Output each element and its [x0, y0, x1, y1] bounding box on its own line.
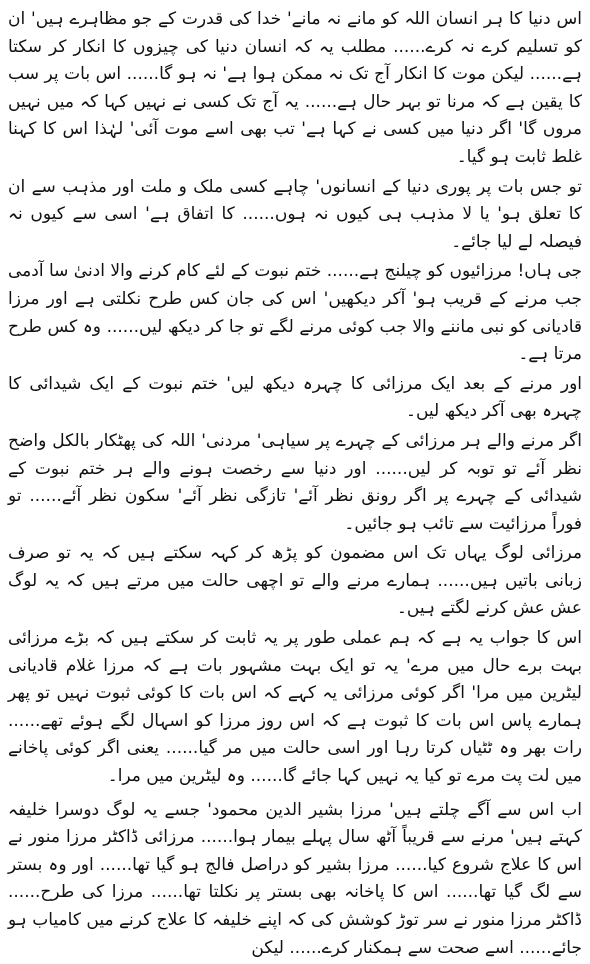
urdu-text-body [8, 6, 582, 964]
paragraph-5: اگر مرنے والے ہر مرزائی کے چہرے پر سیاہی' مردنی' اللہ کی پھٹکار بالکل واضح نظر آئے تو توبہ کر لیں...... اور دنیا سے رخصت ہونے والے ہر ختم نبوت کے شیدائی کے چہرے پر اگر رونق نظر آئے' تازگی نظر آئے' سکون نظر آئے...... تو فوراً مرزائیت سے تائب ہو جائیں۔ [8, 430, 582, 534]
paragraph-6: مرزائی لوگ یہاں تک اس مضمون کو پڑھ کر کہہ سکتے ہیں کہ یہ تو صرف زبانی باتیں ہیں...... ہمارے مرنے والے تو اچھی حالت میں مرتے ہیں کہ یہ لوگ عش عش کرنے لگتے ہیں۔ [8, 543, 582, 619]
paragraph-7: اس کا جواب یہ ہے کہ ہم عملی طور پر یہ ثابت کر سکتے ہیں کہ بڑے مرزائی بہت برے حال میں مرے' یہ تو ایک بہت مشہور بات ہے کہ مرزا غلام قادیانی لیٹرین میں مرا' اگر کوئی مرزائی یہ کہے کہ اس بات کا کوئی ثبوت نہیں تو پھر ہمارے پاس اس بات کا ثبوت ہے کہ اس روز مرزا کو اسہال لگے ہوئے تھے...... رات بھر وہ ٹٹیاں کرتا رہا اور اسی حالت میں مر گیا...... یعنی اگر کوئی پاخانے میں لت پت مرے تو کیا یہ نہیں کہا جائے گا...... وہ لیٹرین میں مرا۔ [8, 628, 582, 787]
paragraph-1: اس دنیا کا ہر انسان اللہ کو مانے نہ مانے' خدا کی قدرت کے جو مظاہرے ہیں' ان کو تسلیم کرے نہ کرے...... مطلب یہ کہ انسان دنیا کی چیزوں کا انکار کر سکتا ہے...... لیکن موت کا انکار آج تک نہ ممکن ہوا ہے' نہ ہو گا...... اس بات پر سب کا یقین ہے کہ مرنا تو بہر حال ہے...... یہ آج تک کسی نے نہیں کہا کہ میں نہیں مروں گا' اگر دنیا میں کسی نے کہا ہے' تب بھی اسے موت آئی' لہٰذا اس کا کہنا غلط ثابت ہو گیا۔ [8, 9, 582, 167]
paragraph-2: تو جس بات پر پوری دنیا کے انسانوں' چاہے کسی ملک و ملت اور مذہب سے ان کا تعلق ہو' یا لا مذہب ہی کیوں نہ ہوں...... کا اتفاق ہے' اسی سے کیوں نہ فیصلہ لے لیا جائے۔ [8, 176, 582, 252]
paragraph-4: اور مرنے کے بعد ایک مرزائی کا چہرہ دیکھ لیں' ختم نبوت کے ایک شیدائی کا چہرہ بھی آکر دیکھ لیں۔ [8, 373, 582, 422]
paragraph-3: جی ہاں! مرزائیوں کو چیلنج ہے...... ختم نبوت کے لئے کام کرنے والا ادنیٰ سا آدمی جب مرنے کے قریب ہو' آکر دیکھیں' اس کی جان کس طرح نکلتی ہے اور مرزا قادیانی کو نبی ماننے والا جب کوئی مرنے لگے تو جا کر دیکھ لیں...... وہ کس طرح مرتا ہے۔ [7, 261, 582, 365]
paragraph-8: اب اس سے آگے چلتے ہیں' مرزا بشیر الدین محمود' جسے یہ لوگ دوسرا خلیفہ کہتے ہیں' مرنے سے قریباً آٹھ سال پہلے بیمار ہوا...... مرزائی ڈاکٹر مرزا منور نے اس کا علاج شروع کیا...... مرزا بشیر کو دراصل فالج ہو گیا تھا...... اور وہ بستر سے لگ گیا تھا...... اس کا پاخانہ بھی بستر پر نکلتا تھا...... مرزا کی طرح...... ڈاکٹر مرزا منور نے سر توڑ کوشش کی کہ اپنے خلیفہ کا علاج کرنے میں کامیاب ہو جائے...... اسے صحت سے ہمکنار کرے...... لیکن [8, 799, 582, 958]
